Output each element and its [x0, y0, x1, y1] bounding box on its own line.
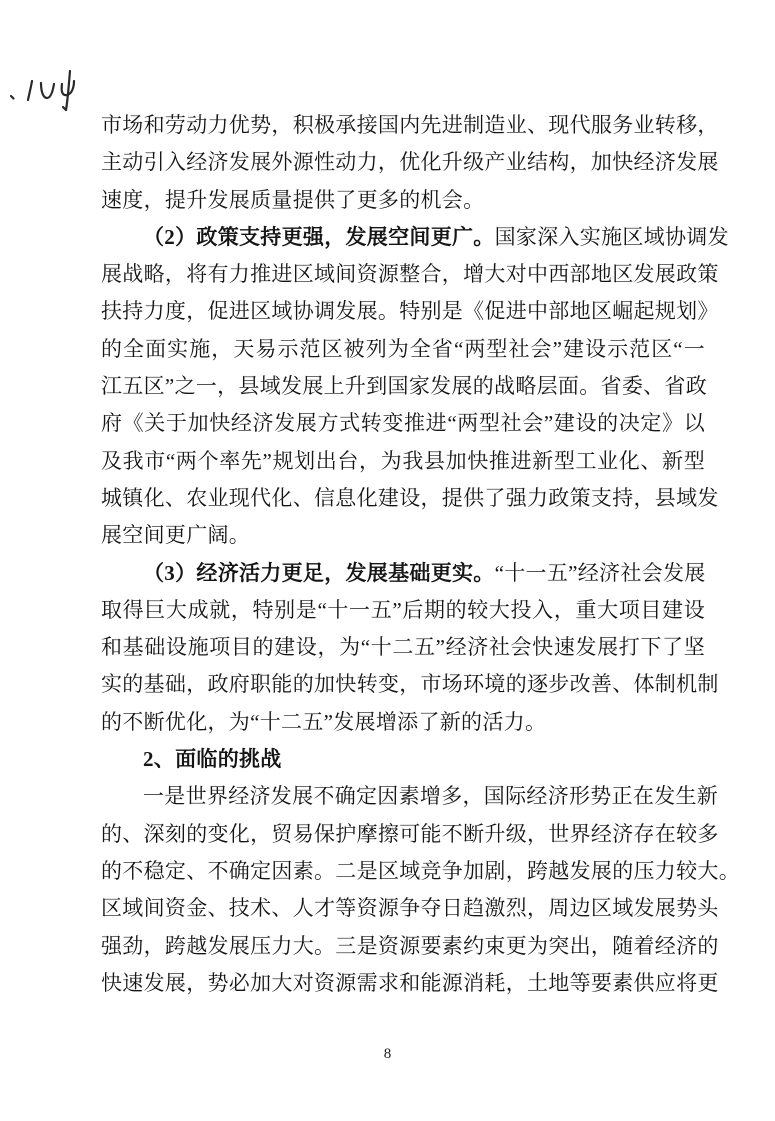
- body-text-run: 实的基础，政府职能的加快转变，市场环境的逐步改善、体制机制: [101, 672, 719, 697]
- page-number: 8: [383, 1046, 392, 1062]
- text-line: [101, 853, 740, 890]
- text-line: [101, 443, 705, 480]
- pen-stroke-dot: [11, 96, 14, 99]
- body-text-run: 主动引入经济发展外源性动力，优化升级产业结构，加快经济发展: [101, 150, 719, 175]
- text-line: [101, 629, 705, 666]
- heading-run: （3）经济活力更足，发展基础更实。: [143, 560, 495, 585]
- text-line: [101, 107, 719, 144]
- body-text-run: 取得巨大成就，特别是“十一五”后期的较大投入，重大项目建设: [101, 597, 705, 622]
- body-text-run: 展空间更广阔。: [101, 523, 251, 548]
- text-line: [101, 331, 705, 368]
- body-text-run: “十一五”经济社会发展: [494, 560, 706, 585]
- text-line: [101, 965, 719, 1002]
- pen-stroke-u: [41, 83, 54, 98]
- body-text-run: 扶持力度，促进区域协调发展。特别是《促进中部地区崛起规划》: [101, 299, 719, 324]
- handwritten-pen-mark: [6, 68, 90, 116]
- text-line: [101, 666, 719, 703]
- text-line: [101, 256, 719, 293]
- text-line: [101, 592, 705, 629]
- body-text-run: 的不断优化，为“十二五”发展增添了新的活力。: [101, 709, 547, 734]
- document-lines: [101, 107, 740, 1002]
- text-line: [101, 144, 719, 181]
- text-line: [101, 219, 729, 256]
- text-line: [101, 182, 705, 219]
- heading-run: （2）政策支持更强，发展空间更广。: [143, 224, 495, 249]
- body-text-run: 的、深刻的变化，贸易保护摩擦可能不断升级，世界经济存在较多: [101, 821, 719, 846]
- text-line: [101, 480, 719, 517]
- body-text-run: 和基础设施项目的建设，为“十二五”经济社会快速发展打下了坚: [101, 635, 705, 660]
- body-text-run: 的不稳定、不确定因素。二是区域竞争加剧，跨越发展的压力较大。: [101, 858, 740, 883]
- text-line: [101, 517, 705, 554]
- body-text-run: 区域间资金、技术、人才等资源争夺日趋激烈，周边区域发展势头: [101, 896, 719, 921]
- pen-stroke-1: [28, 81, 32, 100]
- body-text-run: 江五区”之一，县域发展上升到国家发展的战略层面。省委、省政: [101, 374, 708, 399]
- text-line: [101, 293, 719, 330]
- body-text-run: 城镇化、农业现代化、信息化建设，提供了强力政策支持，县域发: [101, 485, 719, 510]
- text-line: [101, 741, 705, 778]
- body-text-run: 的全面实施，天易示范区被列为全省“两型社会”建设示范区“一: [101, 336, 705, 361]
- body-text-run: 一是世界经济发展不确定因素增多，国际经济形势正在发生新: [143, 784, 719, 809]
- text-line: [101, 778, 719, 815]
- body-text-run: 府《关于加快经济发展方式转变推进“两型社会”建设的决定》以: [101, 411, 705, 436]
- heading-run: 2、面临的挑战: [143, 747, 282, 772]
- text-line: [101, 555, 705, 592]
- body-text-run: 及我市“两个率先”规划出台，为我县加快推进新型工业化、新型: [101, 448, 705, 473]
- text-line: [101, 816, 719, 853]
- body-text-run: 国家深入实施区域协调发: [494, 224, 729, 249]
- body-text-run: 速度，提升发展质量提供了更多的机会。: [101, 187, 485, 212]
- text-line: [101, 368, 708, 405]
- body-text-run: 强劲，跨越发展压力大。三是资源要素约束更为突出，随着经济的: [101, 933, 719, 958]
- pen-stroke-psi-stem: [66, 71, 70, 110]
- text-line: [101, 704, 705, 741]
- text-line: [101, 405, 705, 442]
- text-line: [101, 928, 719, 965]
- text-line: [101, 890, 719, 927]
- body-text-run: 快速发展，势必加大对资源需求和能源消耗，土地等要素供应将更: [101, 970, 719, 995]
- body-text-run: 展战略，将有力推进区域间资源整合，增大对中西部地区发展政策: [101, 262, 719, 287]
- body-text-run: 市场和劳动力优势，积极承接国内先进制造业、现代服务业转移，: [101, 113, 719, 137]
